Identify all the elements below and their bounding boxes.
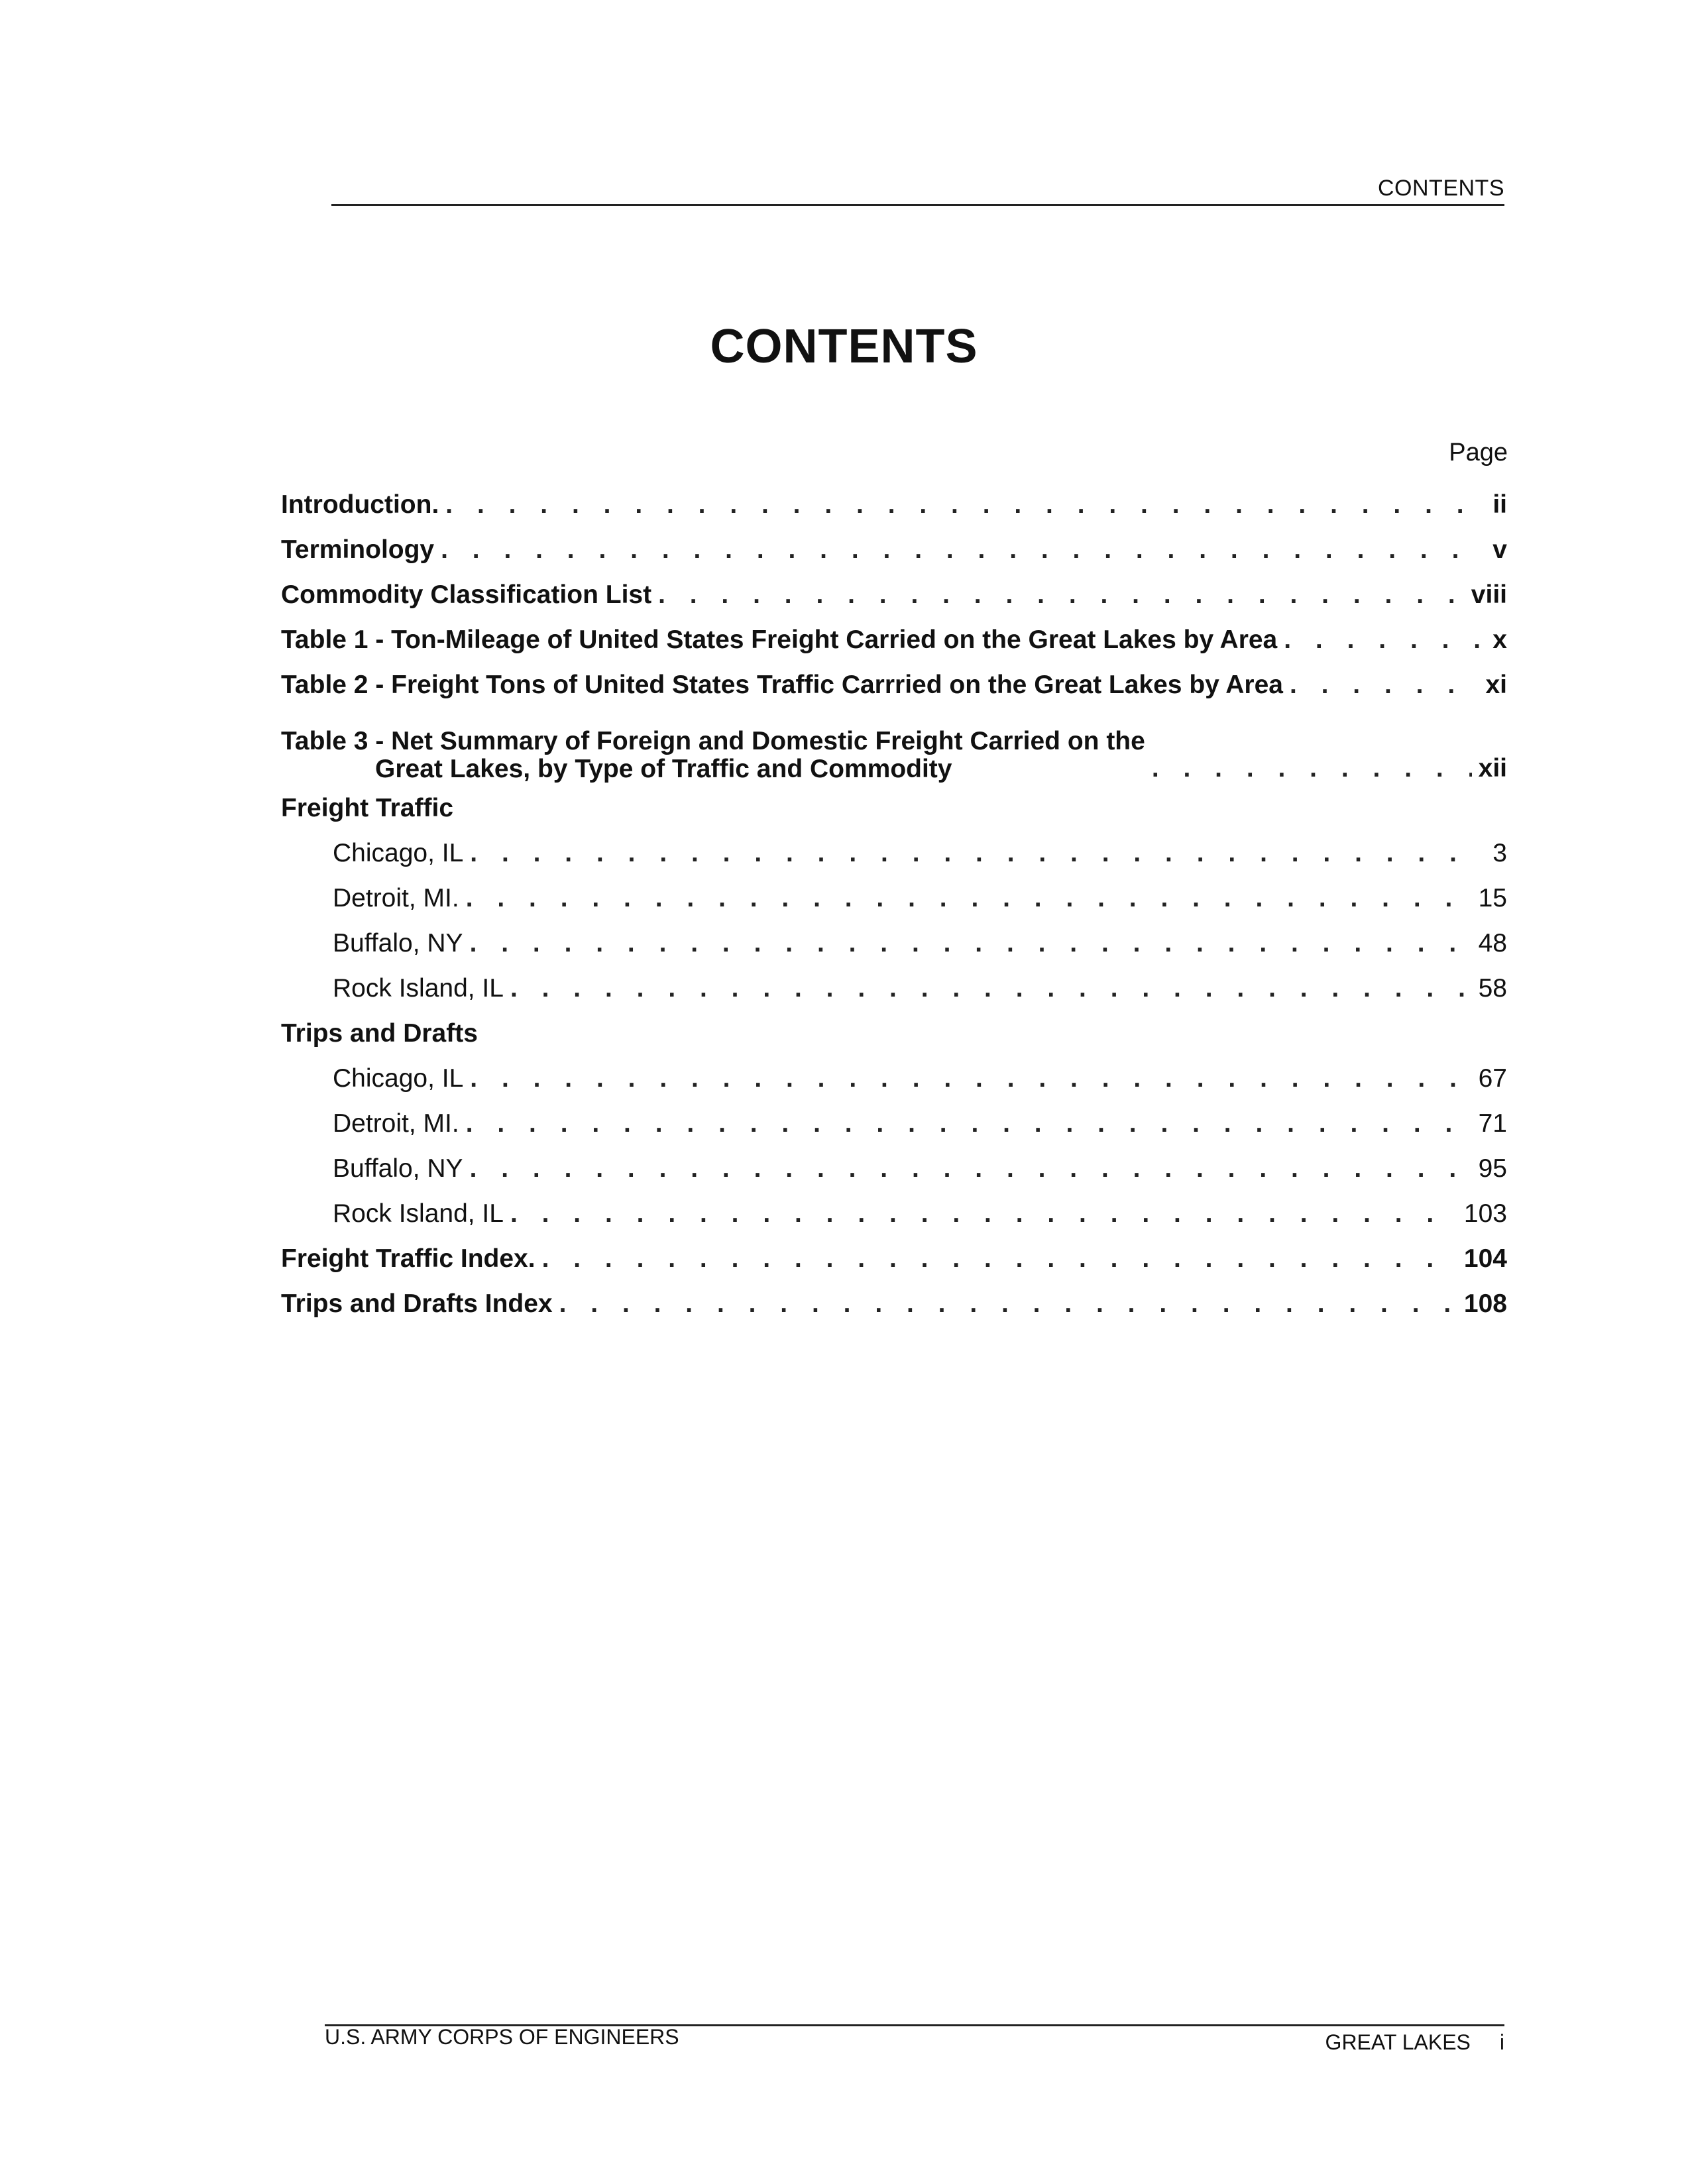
dot-leader	[466, 884, 1472, 913]
toc-label: Introduction.	[281, 490, 439, 519]
toc-label: Trips and Drafts Index	[281, 1289, 553, 1318]
toc-page-number: xii	[1478, 754, 1507, 783]
toc-label: Rock Island, IL	[333, 974, 504, 1003]
toc-page-number: 58	[1478, 974, 1507, 1003]
toc-entry-table-1[interactable]	[281, 626, 1507, 671]
toc-entry-freight-detroit[interactable]	[281, 884, 1507, 929]
toc-page-number: v	[1492, 535, 1507, 564]
footer-right	[1325, 2030, 1504, 2055]
toc-page-number: 15	[1478, 884, 1507, 912]
footer-region: GREAT LAKES	[1325, 2030, 1471, 2054]
dot-leader	[658, 580, 1465, 610]
toc-page-number: 48	[1478, 929, 1507, 957]
toc-label: Buffalo, NY	[333, 1154, 463, 1183]
page-column-label: Page	[1449, 439, 1508, 466]
toc-label	[281, 728, 1145, 783]
dot-leader	[441, 535, 1481, 565]
footer-organization: U.S. ARMY CORPS OF ENGINEERS	[325, 2025, 679, 2049]
running-header	[331, 172, 1504, 206]
dot-leader	[470, 839, 1481, 868]
toc-entry-introduction[interactable]	[281, 490, 1507, 535]
page-title: CONTENTS	[710, 320, 978, 373]
toc-label: Buffalo, NY	[333, 929, 463, 957]
toc-page-number: 3	[1492, 839, 1507, 867]
dot-leader	[559, 1289, 1457, 1319]
dot-leader	[470, 929, 1472, 958]
toc-label: Table 1 - Ton-Mileage of United States Freight Carried on the Great Lakes by Area	[281, 626, 1278, 654]
dot-leader	[1290, 671, 1479, 700]
toc-page-number: 108	[1463, 1289, 1507, 1318]
toc-entry-freight-rock-island[interactable]	[281, 974, 1507, 1019]
toc-page-number: x	[1492, 626, 1507, 654]
toc-entry-trips-and-drafts-index[interactable]	[281, 1289, 1507, 1335]
toc-entry-trips-buffalo[interactable]	[281, 1154, 1507, 1199]
toc-label-line-2: Great Lakes, by Type of Traffic and Commodity	[375, 755, 952, 783]
toc-entry-trips-chicago[interactable]	[281, 1064, 1507, 1109]
toc-heading-trips-and-drafts: Trips and Drafts	[281, 1019, 478, 1048]
toc-heading-freight-traffic: Freight Traffic	[281, 794, 454, 822]
toc-entry-table-3[interactable]	[281, 716, 1507, 794]
toc-page-number: 103	[1463, 1199, 1507, 1228]
toc-entry-trips-rock-island[interactable]	[281, 1199, 1507, 1244]
toc-label: Commodity Classification List	[281, 580, 652, 609]
toc-label: Detroit, MI.	[333, 884, 459, 912]
toc-page-number: 95	[1478, 1154, 1507, 1183]
toc-entry-freight-traffic-index[interactable]	[281, 1244, 1507, 1289]
toc-label-line-1: Table 3 - Net Summary of Foreign and Domestic Freight Carried on the	[281, 727, 1145, 755]
toc-entry-trips-detroit[interactable]	[281, 1109, 1507, 1154]
toc-label: Chicago, IL	[333, 839, 464, 867]
dot-leader	[510, 974, 1472, 1003]
toc-entry-commodity-classification[interactable]	[281, 580, 1507, 626]
toc-label: Freight Traffic Index.	[281, 1244, 535, 1273]
footer-folio: i	[1499, 2030, 1504, 2054]
toc-page-number: 71	[1478, 1109, 1507, 1138]
toc-page-number: ii	[1492, 490, 1507, 519]
dot-leader	[470, 1154, 1472, 1183]
toc-label: Detroit, MI.	[333, 1109, 459, 1138]
toc-entry-freight-buffalo[interactable]	[281, 929, 1507, 974]
dot-leader	[466, 1109, 1472, 1138]
page-footer	[325, 2024, 1504, 2054]
toc-label: Table 2 - Freight Tons of United States Traffic Carrried on the Great Lakes by Area	[281, 671, 1283, 699]
dot-leader	[470, 1064, 1471, 1093]
dot-leader	[1284, 626, 1481, 655]
toc-entry-terminology[interactable]	[281, 535, 1507, 580]
toc-page-number: 67	[1478, 1064, 1507, 1093]
dot-leader	[542, 1244, 1457, 1274]
dot-leader	[1152, 754, 1472, 783]
toc-label: Rock Island, IL	[333, 1199, 504, 1228]
toc-page-number: 104	[1463, 1244, 1507, 1273]
toc-label: Terminology	[281, 535, 435, 564]
running-header-text: CONTENTS	[1378, 176, 1504, 201]
dot-leader	[445, 490, 1481, 519]
toc-entry-freight-chicago[interactable]	[281, 839, 1507, 884]
toc-page-number: viii	[1471, 580, 1507, 609]
toc-label: Chicago, IL	[333, 1064, 464, 1093]
toc-entry-table-2[interactable]	[281, 671, 1507, 716]
toc-page-number: xi	[1485, 671, 1507, 699]
dot-leader	[510, 1199, 1457, 1228]
table-of-contents	[281, 490, 1507, 1335]
